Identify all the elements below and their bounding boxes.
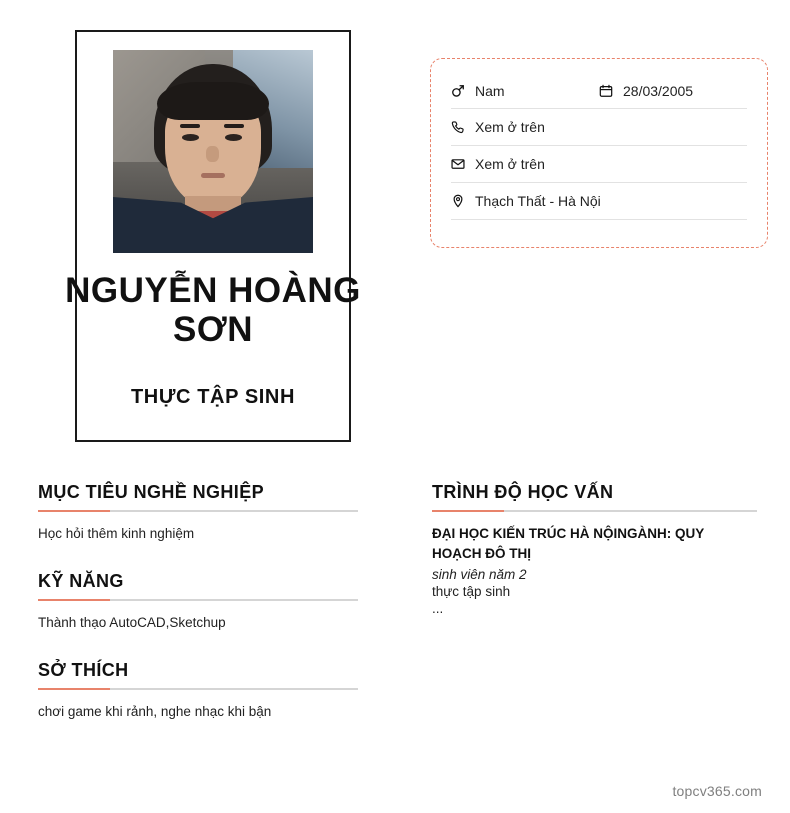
email-icon <box>451 157 473 171</box>
section-skills <box>38 571 358 634</box>
section-title-hobbies: SỞ THÍCH <box>38 659 129 680</box>
contact-item-gender-label: Nam <box>475 82 505 99</box>
section-rule-hobbies <box>38 688 358 690</box>
section-rule-education <box>432 510 757 512</box>
phone-icon <box>451 120 473 134</box>
section-body-career-objective: Học hỏi thêm kinh nghiệm <box>38 526 195 541</box>
contact-item-email-label: Xem ở trên <box>475 156 545 172</box>
right-column <box>432 482 757 642</box>
job-title: THỰC TẬP SINH <box>130 386 296 408</box>
contact-list <box>451 73 747 220</box>
photo-eye-right <box>225 134 242 141</box>
avatar <box>113 50 313 253</box>
section-title-skills: KỸ NĂNG <box>38 570 124 591</box>
contact-item-birthday-label: 28/03/2005 <box>623 82 694 99</box>
section-title-career-objective: MỤC TIÊU NGHỀ NGHIỆP <box>38 482 265 502</box>
section-hobbies <box>38 660 358 723</box>
contact-box <box>430 58 768 248</box>
section-rule-career-objective <box>38 510 358 512</box>
section-body-skills: Thành thạo AutoCAD,Sketchup <box>38 614 226 630</box>
photo-eyebrow-right <box>224 124 244 128</box>
education-more: ... <box>432 600 444 616</box>
watermark: topcv365.com <box>672 783 762 799</box>
contact-item-email <box>451 146 747 183</box>
photo-mouth <box>201 173 225 178</box>
contact-item-phone-label: Xem ở trên <box>475 119 545 135</box>
photo-eye-left <box>182 134 199 141</box>
contact-item-address <box>451 183 747 220</box>
section-education <box>432 482 757 616</box>
contact-item-phone <box>451 109 747 146</box>
section-career-objective <box>38 482 358 545</box>
profile-photo <box>113 50 313 253</box>
section-body-hobbies: chơi game khi rảnh, nghe nhạc khi bận <box>38 703 272 719</box>
location-pin-icon <box>451 194 473 208</box>
section-title-education: TRÌNH ĐỘ HỌC VẤN <box>432 482 614 502</box>
profile-frame-bottom-rule <box>77 440 349 442</box>
contact-item-birthday <box>599 73 747 109</box>
education-year: sinh viên năm 2 <box>432 566 527 582</box>
section-rule-skills <box>38 599 358 601</box>
contact-item-address-label: Thạch Thất - Hà Nội <box>475 193 601 209</box>
education-role: thực tập sinh <box>432 583 511 599</box>
photo-eyebrow-left <box>180 124 200 128</box>
left-column <box>38 482 358 749</box>
education-school: ĐẠI HỌC KIẾN TRÚC HÀ NỘINGÀNH: QUY HOẠCH ĐÔ THỊ <box>432 526 705 562</box>
photo-fringe <box>157 82 269 120</box>
gender-icon <box>451 84 473 98</box>
contact-item-gender <box>451 73 599 109</box>
page-title: NGUYỄN HOÀNG SƠN <box>65 271 361 349</box>
calendar-icon <box>599 84 621 98</box>
photo-nose <box>206 146 219 162</box>
